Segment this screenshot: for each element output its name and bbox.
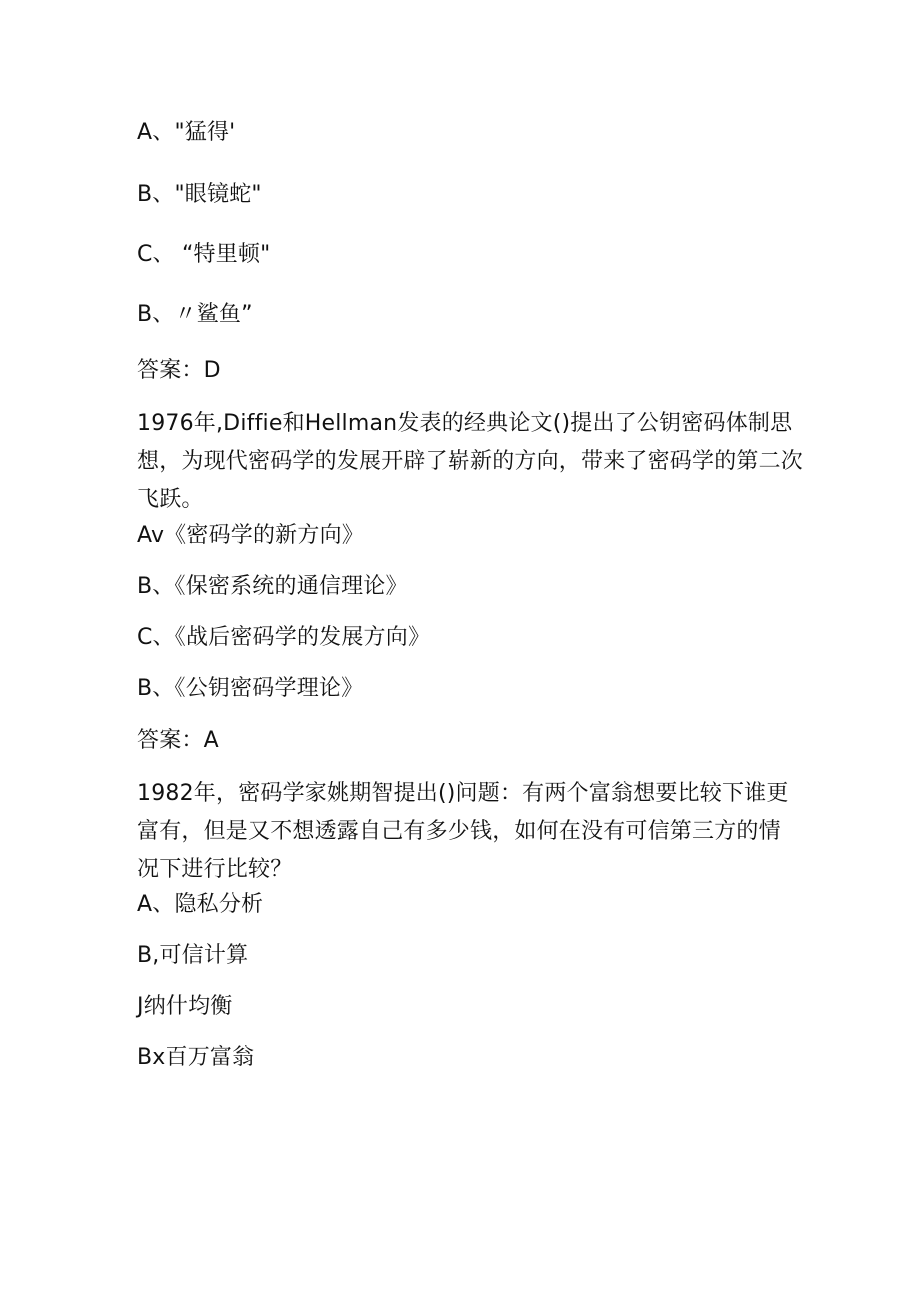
q1-option-d: B、〃鲨鱼” [137, 302, 253, 327]
q3-option-c: J纳什均衡 [137, 994, 233, 1019]
q1-option-b: B、"眼镜蛇" [137, 182, 262, 207]
q2-option-b: B、《保密系统的通信理论》 [137, 574, 408, 599]
q3-option-a: A、隐私分析 [137, 892, 264, 917]
q3-option-b: B,可信计算 [137, 943, 249, 968]
q1-option-c: C、 “特里顿" [137, 242, 271, 267]
q1-option-a: A、"猛得' [137, 120, 236, 145]
q3-question-line: 富有，但是又不想透露自己有多少钱，如何在没有可信第三方的情 [137, 819, 781, 844]
q2-option-a: Av《密码学的新方向》 [137, 523, 364, 548]
q2-option-d: B、《公钥密码学理论》 [137, 676, 364, 701]
q2-question [137, 405, 804, 519]
q3-question [137, 775, 797, 889]
q2-option-c: C、《战后密码学的发展方向》 [137, 625, 431, 650]
q2-question-line: 1976年,Diffie和Hellman发表的经典论文()提出了公钥密码体制思 [137, 411, 793, 436]
q2-question-line: 想，为现代密码学的发展开辟了崭新的方向，带来了密码学的第二次 [137, 449, 804, 474]
q2-answer: 答案：A [137, 728, 219, 753]
q1-answer: 答案：D [137, 358, 221, 383]
q3-question-line: 况下进行比较？ [137, 857, 293, 882]
q3-option-d: Bx百万富翁 [137, 1045, 255, 1070]
q2-question-line: 飞跃。 [137, 487, 204, 512]
q3-question-line: 1982年，密码学家姚期智提出()问题：有两个富翁想要比较下谁更 [137, 781, 789, 806]
